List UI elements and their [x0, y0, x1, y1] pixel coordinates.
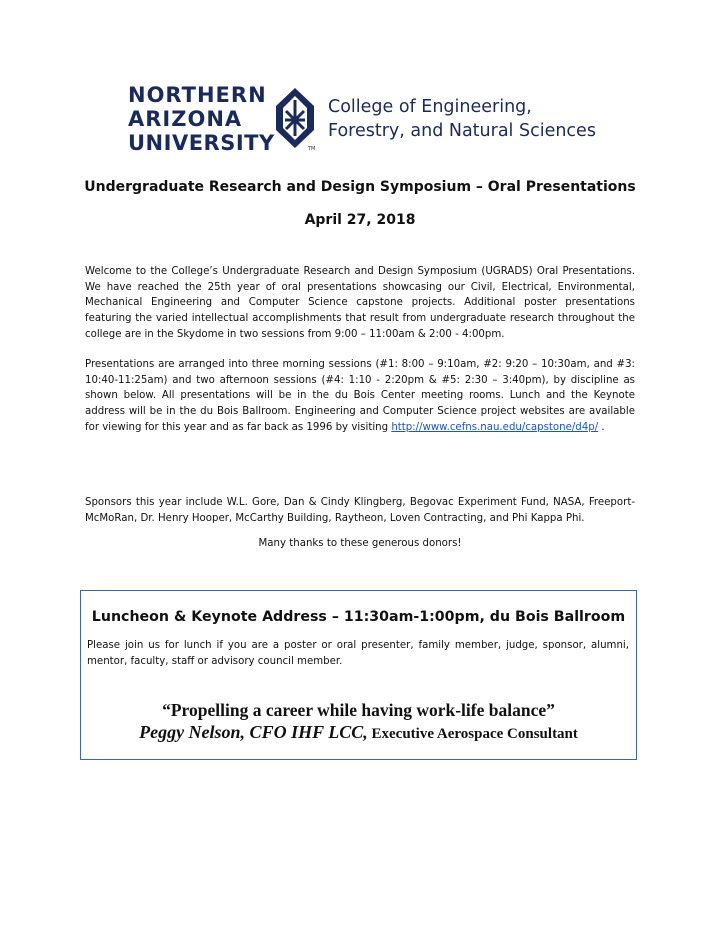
keynote-speaker [81, 722, 636, 743]
trademark-mark: TM [308, 146, 316, 152]
college-name [328, 95, 596, 143]
lunch-invitation: Please join us for lunch if you are a poster or oral presenter, family member, judge, sponsor, alumni, mentor, faculty, staff or advisory council member. [87, 640, 629, 667]
capstone-link[interactable]: http://www.cefns.nau.edu/capstone/d4p/ [391, 421, 599, 433]
college-line-2: Forestry, and Natural Sciences [328, 121, 596, 141]
logo-line-arizona: ARIZONA [128, 107, 243, 131]
speaker-role: Executive Aerospace Consultant [367, 726, 578, 742]
university-wordmark [128, 83, 275, 155]
thanks-line: Many thanks to these generous donors! [258, 538, 462, 549]
keynote-box [80, 590, 637, 760]
logo-line-northern: NORTHERN [128, 83, 267, 107]
sponsors-paragraph: Sponsors this year include W.L. Gore, Dan & Cindy Klingberg, Begovac Experiment Fund, NASA, Freeport-McMoRan, Dr. Henry Hooper, McCarthy Building, Raytheon, Loven Contracting, and Phi Kappa Phi. [85, 497, 635, 524]
sessions-paragraph [85, 357, 635, 436]
shield-emblem-icon [272, 86, 318, 152]
university-logo [128, 82, 598, 156]
event-date: April 27, 2018 [304, 212, 416, 228]
intro-paragraph: Welcome to the College’s Undergraduate Research and Design Symposium (UGRADS) Oral Presentations. We have reached the 25th year of oral presentations showcasing our Civil, Electrical, Environmental, Mechanical Engineering and Computer Science capstone projects. Additional poster presentations featuring the varied intellectual accomplishments that result from undergraduate research throughout the college are in the Skydome in two sessions from 9:00 – 11:00am & 2:00 - 4:00pm. [85, 266, 635, 340]
speaker-name: Peggy Nelson, CFO IHF LCC, [139, 722, 368, 742]
logo-line-university: UNIVERSITY [128, 131, 275, 155]
keynote-talk-title: “Propelling a career while having work-life balance” [162, 700, 555, 720]
college-line-1: College of Engineering, [328, 97, 532, 117]
link-suffix: . [598, 421, 605, 433]
sessions-text: Presentations are arranged into three morning sessions (#1: 8:00 – 9:10am, #2: 9:20 – 10:30am, and #3: 10:40-11:25am) and two afternoon sessions (#4: 1:10 - 2:20pm & #5: 2:30 – 3:40pm), by discipline as shown below. All presentations will be in the du Bois Center meeting rooms. Lunch and the Keynote address will be in the du Bois Ballroom. Engineering and Computer Science project websites are available for viewing for this year and as far back as 1996 by visiting [85, 359, 635, 433]
keynote-title: Luncheon & Keynote Address – 11:30am-1:00pm, du Bois Ballroom [91, 609, 626, 625]
page-title: Undergraduate Research and Design Symposium – Oral Presentations [84, 179, 636, 195]
